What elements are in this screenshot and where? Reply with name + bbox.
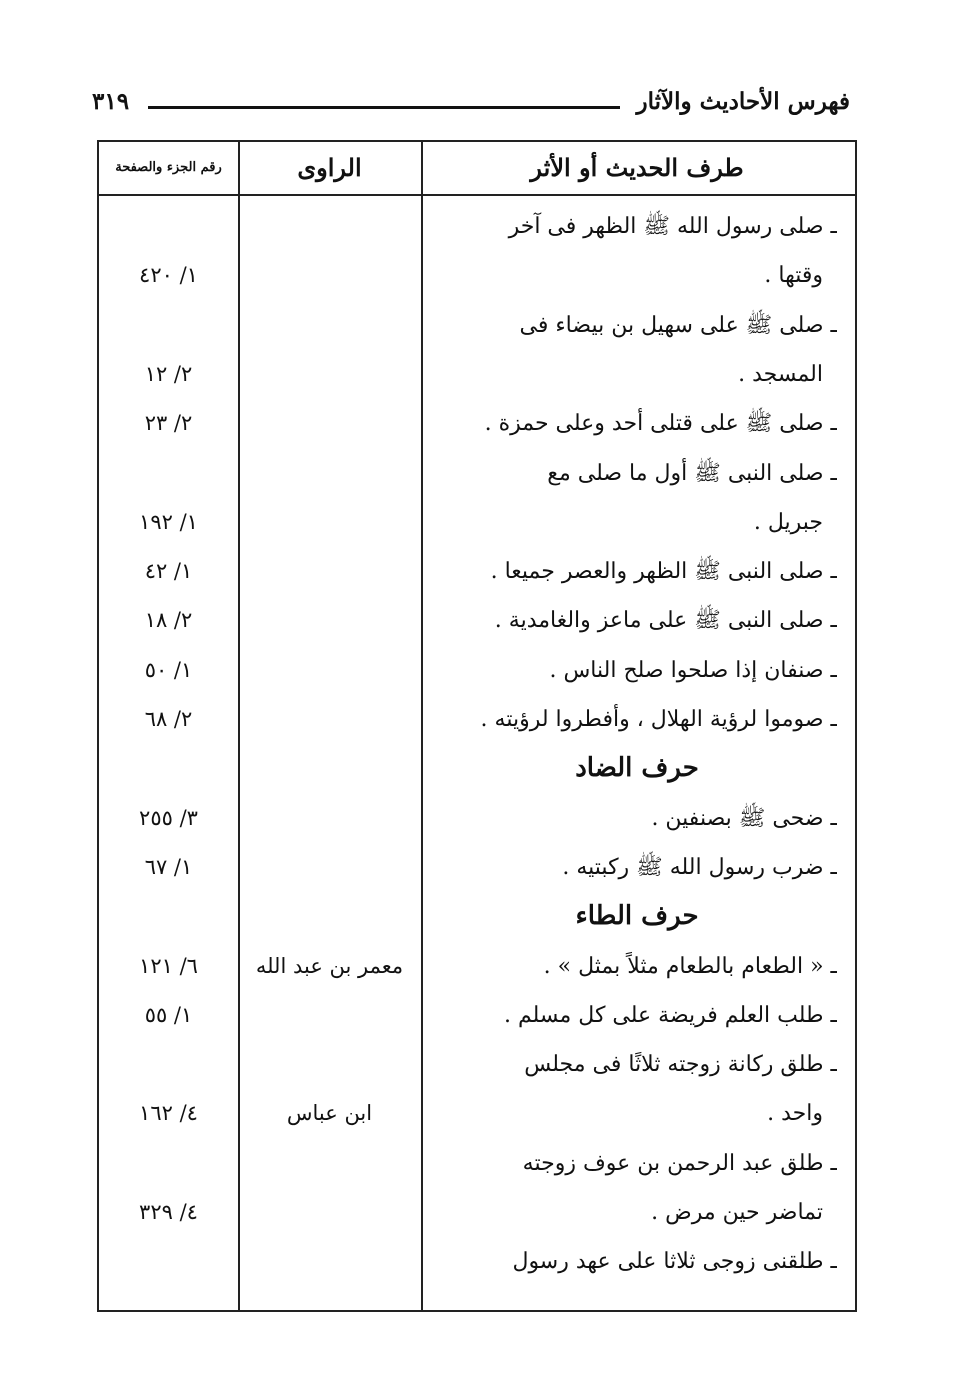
table-row [99,843,855,892]
table-row [99,695,855,744]
hadith-text: ـ طلب العلم فريضة على كل مسلم . [503,1002,837,1028]
section-heading: حرف الضاد [575,753,699,784]
volume-page-reference: ١/ ٥٠ [144,657,193,682]
section-heading-row [99,744,855,793]
hadith-text: ـ طلقنى زوجى ثلاثا على عهد رسول [512,1249,837,1275]
table-row [99,596,855,645]
table-row [99,301,855,350]
hadith-text: ـ طلق عبد الرحمن بن عوف زوجته [522,1150,837,1176]
table-row [99,646,855,695]
hadith-text: ـ صلى النبى ﷺ أول ما صلى مع [547,460,837,486]
page-number: ٣١٩ [92,88,130,115]
table-row [99,1139,855,1188]
table-row [99,449,855,498]
table-row [99,1089,855,1138]
index-table [97,140,857,1312]
hadith-text: ـ صوموا لرؤية الهلال ، وأفطروا لرؤيته . [480,707,837,732]
section-heading-row [99,892,855,941]
table-row [99,1237,855,1286]
table-row [99,942,855,991]
hadith-text: جبريل . [753,509,823,535]
volume-page-reference: ١/ ١٩٢ [139,509,198,534]
table-row [99,498,855,547]
volume-page-reference: ٢/ ١٨ [144,608,193,633]
hadith-text: ـ صنفان إذا صلحوا صلح الناس . [549,657,837,683]
column-header-reference: رقم الجزء والصفحة [115,160,222,175]
volume-page-reference: ٣/ ٢٥٥ [139,805,198,830]
hadith-text: ـ ضحى ﷺ بصنفين . [651,805,837,831]
volume-page-reference: ٢/ ٦٨ [144,707,193,731]
column-header-narrator: الراوى [297,153,362,182]
header-rule [148,106,620,109]
volume-page-reference: ٤/ ٣٢٩ [139,1200,198,1224]
hadith-text: تماضر حين مرض . [651,1200,823,1225]
table-row [99,547,855,596]
table-row [99,1040,855,1089]
hadith-text: ـ ضرب رسول الله ﷺ ركبتيه . [562,854,837,880]
hadith-text: ـ « الطعام بالطعام مثلاً بمثل » . [543,953,837,979]
table-row [99,399,855,448]
hadith-text: ـ صلى ﷺ على قتلى أحد وعلى حمزة . [484,411,837,437]
column-header-text: طرف الحديث أو الأثر [530,153,744,182]
hadith-text: ـ صلى النبى ﷺ على ماعز والغامدية . [494,608,837,634]
narrator: معمر بن عبد الله [255,953,404,978]
table-row [99,251,855,300]
table-row [99,1188,855,1237]
hadith-text: وقتها . [764,263,823,289]
hadith-text: ـ صلى رسول الله ﷺ الظهر فى آخر [508,214,837,239]
volume-page-reference: ١/ ٤٢ [144,559,193,584]
volume-page-reference: ١/ ٥٥ [144,1002,193,1027]
volume-page-reference: ١/ ٦٧ [144,854,193,879]
volume-page-reference: ٤/ ١٦٢ [139,1101,198,1126]
header-divider [99,194,855,196]
hadith-text: ـ صلى ﷺ على سهيل بن بيضاء فى [519,312,837,338]
hadith-text: المسجد . [738,361,823,387]
volume-page-reference: ٢/ ٢٣ [144,411,193,436]
hadith-text: واحد . [767,1101,823,1127]
volume-page-reference: ٢/ ١٢ [144,361,193,386]
hadith-text: ـ طلق ركانة زوجته ثلاثًا فى مجلس [524,1052,837,1078]
table-row [99,794,855,843]
table-row [99,202,855,251]
hadith-text: ـ صلى النبى ﷺ الظهر والعصر جميعا . [490,559,837,585]
page-header [92,88,850,128]
table-row [99,991,855,1040]
volume-page-reference: ١/ ٤٢٠ [139,263,198,288]
running-title: فهرس الأحاديث والآثار [636,88,850,115]
volume-page-reference: ٦/ ١٢١ [139,953,198,978]
table-row [99,350,855,399]
narrator: ابن عباس [286,1101,373,1126]
section-heading: حرف الطاء [575,901,699,932]
